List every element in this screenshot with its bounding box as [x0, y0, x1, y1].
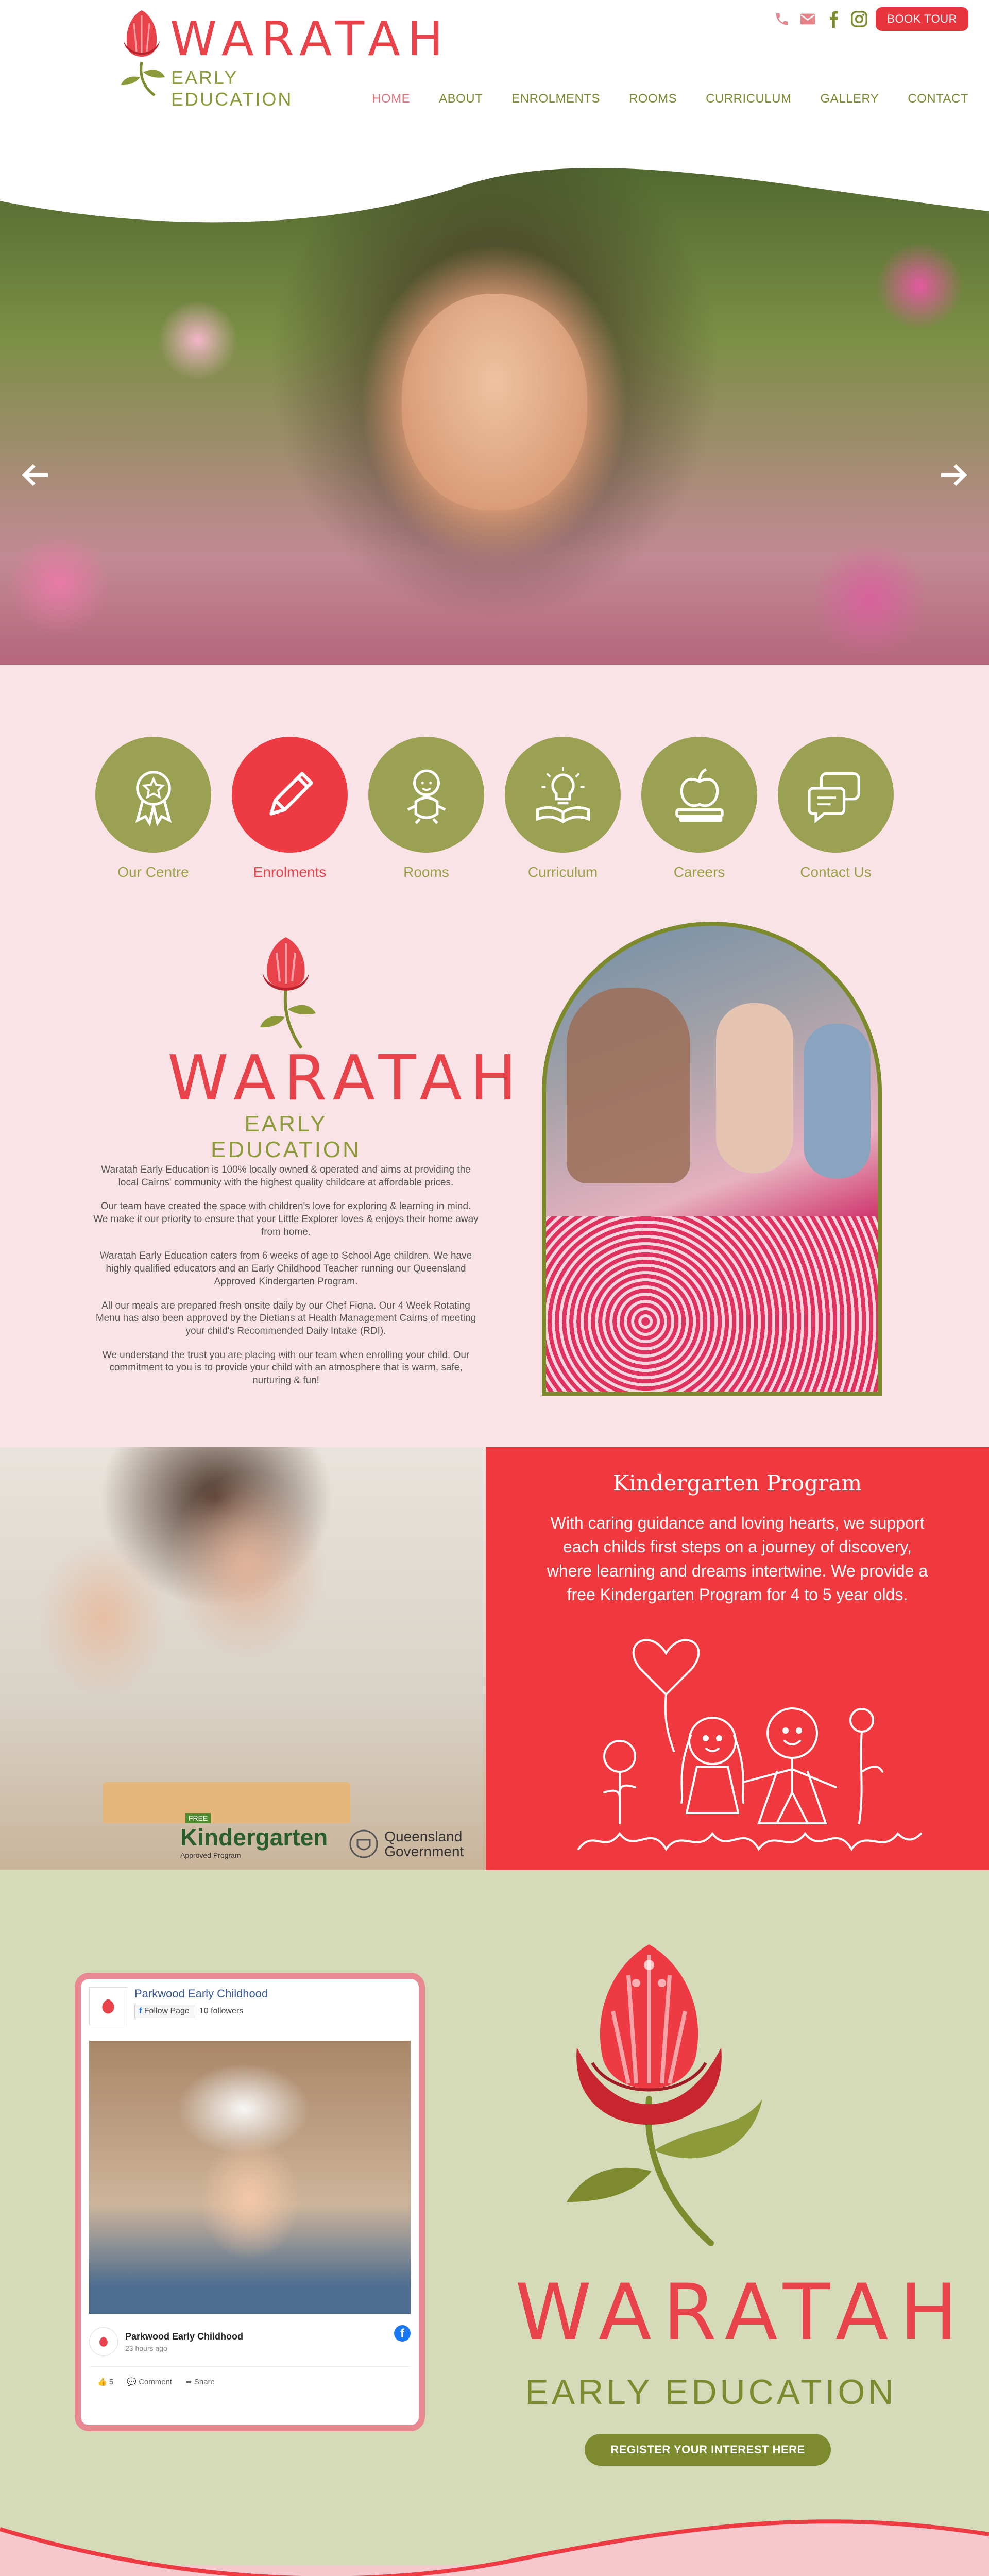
social-section	[0, 1870, 989, 2565]
free-badge: FREE	[185, 1813, 211, 1823]
page-logo-icon	[95, 1996, 121, 2016]
fb-page-name[interactable]: Parkwood Early Childhood	[134, 1987, 268, 2000]
slider-prev-arrow[interactable]	[18, 459, 54, 495]
page-logo-icon	[95, 2334, 112, 2349]
kindergarten-badge-sub: Approved Program	[180, 1851, 241, 1859]
kindergarten-photo	[0, 1447, 486, 1870]
quick-links	[0, 665, 989, 922]
fb-page-header	[81, 1979, 419, 2033]
photo-play-mat	[546, 1216, 878, 1392]
lightbulb-book-icon	[530, 761, 596, 828]
kindergarten-title: Kindergarten Program	[612, 1470, 862, 1496]
tile-label: Curriculum	[527, 864, 598, 880]
facebook-feed-widget[interactable]	[75, 1973, 425, 2431]
photo-child	[804, 1024, 871, 1178]
tile-label: Rooms	[403, 864, 449, 880]
about-paragraph: Waratah Early Education is 100% locally owned & operated and aims at providing the local Cairns' community with the highest quality childcare at affordable prices.	[101, 1164, 471, 1188]
photo-child	[567, 988, 690, 1183]
nav-enrolments[interactable]: ENROLMENTS	[511, 92, 600, 106]
tile-label: Our Centre	[117, 864, 189, 880]
main-nav	[357, 92, 968, 106]
kindergarten-badge	[180, 1813, 328, 1859]
tile-our-centre[interactable]	[95, 737, 211, 880]
chat-bubbles-icon	[803, 761, 869, 828]
mail-icon[interactable]	[798, 10, 817, 28]
tile-enrolments[interactable]	[232, 737, 348, 880]
qld-crest-icon	[348, 1828, 379, 1859]
about-section	[0, 922, 989, 1447]
instagram-icon[interactable]	[850, 10, 868, 28]
nav-about[interactable]: ABOUT	[439, 92, 483, 106]
waratah-flower-icon	[245, 932, 327, 1050]
site-footer	[0, 2565, 989, 2576]
slider-next-arrow[interactable]	[935, 459, 971, 495]
tile-circle	[232, 737, 348, 853]
fb-post-actions	[89, 2366, 411, 2397]
apple-books-icon	[666, 761, 733, 828]
tile-circle	[641, 737, 757, 853]
fb-follow-button[interactable]	[134, 2005, 194, 2018]
fb-comment-label: Comment	[139, 2378, 173, 2386]
large-brand-logo	[515, 1934, 969, 2449]
fb-follow-row	[134, 2005, 268, 2018]
about-paragraph: All our meals are prepared fresh onsite daily by our Chef Fiona. Our 4 Week Rotating Menu has also been approved by the Dietians at Health Management Cairns of meeting your child's Recommended Daily Intake (RDI).	[95, 1300, 476, 1336]
tile-rooms[interactable]	[368, 737, 484, 880]
intro-section	[0, 665, 989, 1447]
facebook-small-icon: f	[139, 2007, 142, 2015]
fb-post-avatar	[89, 2327, 118, 2356]
hero-slider	[0, 124, 989, 665]
header-contact-icons	[773, 7, 968, 31]
about-content	[93, 932, 525, 1399]
about-text	[93, 1164, 479, 1387]
waratah-flower-icon	[113, 0, 170, 98]
tile-contact-us[interactable]	[778, 737, 894, 880]
fb-post-header	[81, 2314, 419, 2361]
tile-curriculum[interactable]	[505, 737, 621, 880]
about-paragraph: We understand the trust you are placing with our team when enrolling your child. Our commitment to you is to provide your child with an atmosphere that is warm, safe, nurturing & fun!	[102, 1349, 470, 1386]
book-tour-button[interactable]: BOOK TOUR	[876, 7, 968, 31]
tile-label: Enrolments	[253, 864, 327, 880]
about-logo-tagline: EARLY EDUCATION	[211, 1111, 361, 1162]
about-paragraph: Our team have created the space with children's love for exploring & learning in mind. We make it our priority to ensure that your Little Explorer loves & enjoys their home away from home.	[93, 1201, 479, 1238]
nav-rooms[interactable]: ROOMS	[628, 92, 677, 106]
tile-circle	[778, 737, 894, 853]
nav-home[interactable]: HOME	[372, 92, 411, 106]
fb-share-label: Share	[194, 2378, 215, 2386]
fb-post-image[interactable]	[89, 2041, 411, 2314]
program-badges	[180, 1813, 464, 1859]
large-logo-tagline: EARLY EDUCATION	[525, 2372, 897, 2412]
waratah-flower-icon	[546, 1934, 783, 2264]
nav-curriculum[interactable]: CURRICULUM	[706, 92, 792, 106]
hero-top-wave	[0, 124, 989, 242]
tile-label: Contact Us	[800, 864, 872, 880]
fb-comment-button[interactable]: 💬 Comment	[127, 2378, 173, 2386]
fb-post-time[interactable]: 23 hours ago	[125, 2344, 167, 2352]
fb-page-avatar[interactable]	[89, 1987, 127, 2025]
hero-child-face	[402, 294, 587, 510]
logo-wordmark: WARATAH	[170, 11, 451, 66]
qld-govt-badge	[348, 1828, 464, 1859]
tile-label: Careers	[673, 864, 725, 880]
logo-tagline: EARLY EDUCATION	[171, 67, 293, 110]
pencil-icon	[257, 761, 323, 828]
kindergarten-section	[0, 1447, 989, 1870]
phone-icon[interactable]	[773, 10, 791, 28]
kindergarten-text: With caring guidance and loving hearts, we support each childs first steps on a journey of discovery, where learning and dreams intertwine. We provide a free Kindergarten Program for 4 to 5 year olds.	[547, 1514, 928, 1604]
tile-circle	[368, 737, 484, 853]
nav-contact[interactable]: CONTACT	[908, 92, 968, 106]
fb-like-button[interactable]: 👍 5	[97, 2378, 114, 2386]
facebook-logo-icon[interactable]: f	[394, 2325, 411, 2342]
large-logo-wordmark: WARATAH	[515, 2268, 969, 2358]
fb-follow-label: Follow Page	[144, 2007, 190, 2015]
about-logo	[167, 932, 525, 1162]
tile-circle	[95, 737, 211, 853]
fb-followers-count: 10 followers	[199, 2007, 244, 2015]
kindergarten-info	[486, 1447, 989, 1870]
fb-post-author[interactable]: Parkwood Early Childhood	[125, 2331, 244, 2342]
tile-careers[interactable]	[641, 737, 757, 880]
about-paragraph: Waratah Early Education caters from 6 weeks of age to School Age children. We have highly qualified educators and an Early Childhood Teacher running our Queensland Approved Kindergarten Program.	[99, 1250, 472, 1287]
qld-badge-line: Government	[384, 1843, 464, 1859]
footer-top-wave	[0, 2498, 989, 2576]
tile-circle	[505, 737, 621, 853]
register-interest-button[interactable]: REGISTER YOUR INTEREST HERE	[585, 2434, 831, 2466]
baby-icon	[393, 761, 460, 828]
nav-gallery[interactable]: GALLERY	[820, 92, 879, 106]
children-drawing-illustration	[573, 1617, 924, 1859]
about-arch-photo	[542, 922, 882, 1396]
kindergarten-badge-title: Kindergarten	[180, 1824, 328, 1851]
fb-like-count: 5	[109, 2378, 114, 2386]
about-logo-wordmark: WARATAH	[167, 1043, 525, 1114]
award-ribbon-icon	[120, 761, 187, 828]
photo-child	[716, 1003, 793, 1173]
facebook-icon[interactable]	[824, 10, 843, 28]
qld-badge-line: Queensland	[384, 1828, 463, 1844]
fb-share-button[interactable]: ➦ Share	[185, 2378, 215, 2386]
